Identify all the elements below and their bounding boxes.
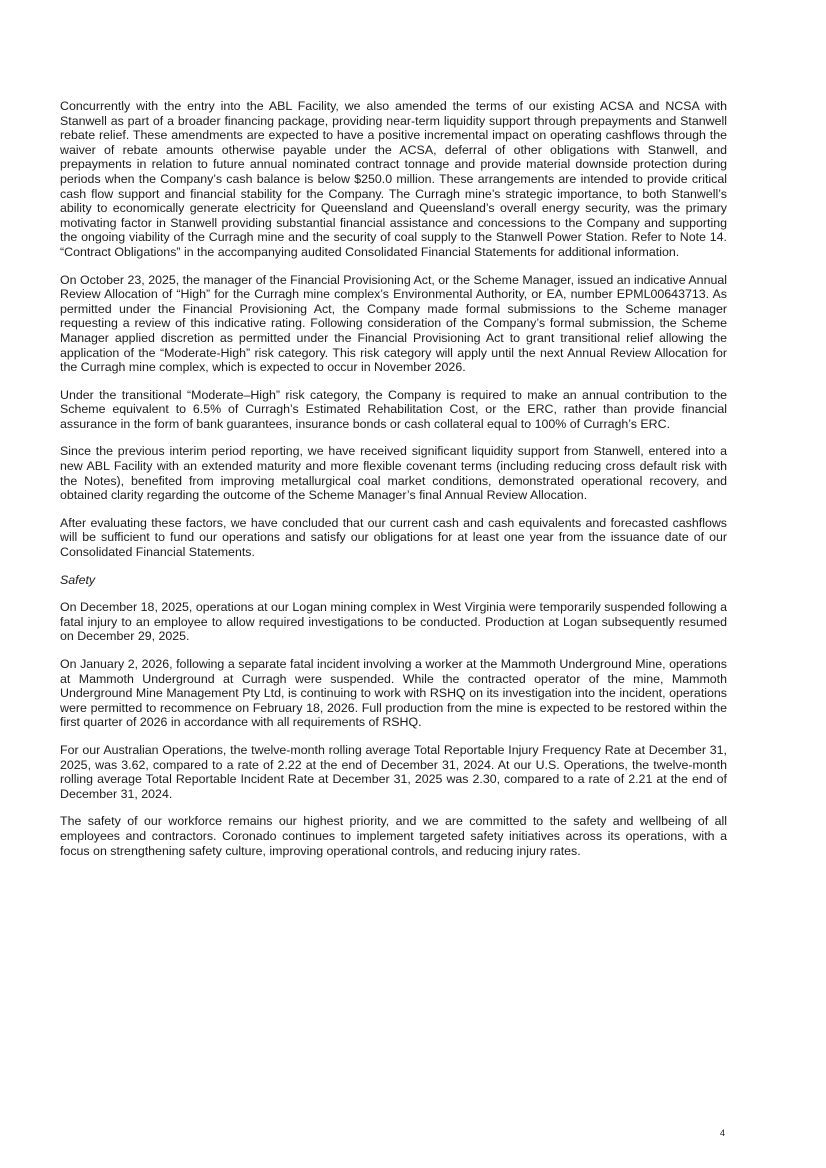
page-number: 4 <box>720 1128 726 1138</box>
section-heading-safety: Safety <box>60 572 96 587</box>
paragraph-going-concern-conclusion: After evaluating these factors, we have concluded that our current cash and cash equivalents and forecasted cashflows will be sufficient to fund our operations and satisfy our obligations for at least one year from the issuance date of our Consolidated Financial Statements. <box>60 515 727 560</box>
paragraph-scheme-manager-allocation: On October 23, 2025, the manager of the Financial Provisioning Act, or the Scheme Manager, issued an indicative Annual Review Allocation of “High” for the Curragh mine complex’s Environmental Authority, or EA, number EPML00643713. As permitted under the Financial Provisioning Act, the Company made formal submissions to the Scheme manager requesting a review of this indicative rating. Following consideration of the Company’s formal submission, the Scheme Manager applied discretion as permitted under the Financial Provisioning Act to grant transitional relief allowing the application of the “Moderate-High” risk category. This risk category will apply until the next Annual Review Allocation for the Curragh mine complex, which is expected to occur in November 2026. <box>60 272 727 375</box>
paragraph-logan-incident: On December 18, 2025, operations at our Logan mining complex in West Virginia were temporarily suspended following a fatal injury to an employee to allow required investigations to be conducted. Production at Logan subsequently resumed on December 29, 2025. <box>60 600 727 644</box>
document-body <box>60 99 727 871</box>
paragraph-liquidity-support: Since the previous interim period reporting, we have received significant liquidity support from Stanwell, entered into a new ABL Facility with an extended maturity and more flexible covenant terms (including reducing cross default risk with the Notes), benefited from improving metallurgical coal market conditions, demonstrated operational recovery, and obtained clarity regarding the outcome of the Scheme Manager’s final Annual Review Allocation. <box>60 444 727 503</box>
paragraph-safety-commitment: The safety of our workforce remains our highest priority, and we are committed to the safety and wellbeing of all employees and contractors. Coronado continues to implement targeted safety initiatives across its operations, with a focus on strengthening safety culture, improving operational controls, and reducing injury rates. <box>60 814 727 858</box>
paragraph-mammoth-incident: On January 2, 2026, following a separate fatal incident involving a worker at the Mammoth Underground Mine, operations at Mammoth Underground at Curragh were suspended. While the contracted operator of the mine, Mammoth Underground Mine Management Pty Ltd, is continuing to work with RSHQ on its investigation into the incident, operations were permitted to recommence on February 18, 2026. Full production from the mine is expected to be restored within the first quarter of 2026 in accordance with all requirements of RSHQ. <box>60 657 727 730</box>
paragraph-moderate-high-risk-category: Under the transitional “Moderate–High” risk category, the Company is required to make an annual contribution to the Scheme equivalent to 6.5% of Curragh’s Estimated Rehabilitation Cost, or the ERC, rather than provide financial assurance in the form of bank guarantees, insurance bonds or cash collateral equal to 100% of Curragh’s ERC. <box>60 387 727 431</box>
paragraph-injury-rates: For our Australian Operations, the twelve-month rolling average Total Reportable Injury Frequency Rate at December 31, 2025, was 3.62, compared to a rate of 2.22 at the end of December 31, 2024. At our U.S. Operations, the twelve-month rolling average Total Reportable Incident Rate at December 31, 2025 was 2.30, compared to a rate of 2.21 at the end of December 31, 2024. <box>60 742 727 801</box>
paragraph-abl-facility-amendments: Concurrently with the entry into the ABL Facility, we also amended the terms of our existing ACSA and NCSA with Stanwell as part of a broader financing package, providing near-term liquidity support through prepayments and Stanwell rebate relief. These amendments are expected to have a positive incremental impact on operating cashflows through the waiver of rebate amounts otherwise payable under the ACSA, deferral of other obligations with Stanwell, and prepayments in relation to future annual nominated contract tonnage and provide material downside protection during periods when the Company’s cash balance is below $250.0 million. These arrangements are intended to provide critical cash flow support and financial stability for the Company. The Curragh mine’s strategic importance, to both Stanwell’s ability to economically generate electricity for Queensland and Queensland’s overall energy security, was the primary motivating factor in Stanwell providing substantial financial assistance and concessions to the Company and supporting the ongoing viability of the Curragh mine and the security of coal supply to the Stanwell Power Station. Refer to Note 14. “Contract Obligations” in the accompanying audited Consolidated Financial Statements for additional information. <box>60 99 727 259</box>
